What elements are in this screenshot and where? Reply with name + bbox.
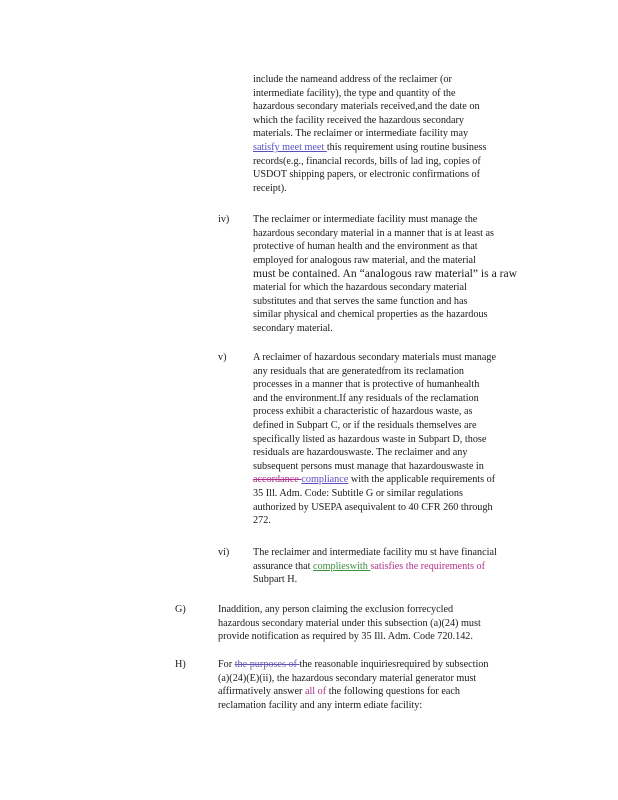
inserted-text: complieswith: [312, 560, 371, 572]
text-line: provide notification as required by 35 Ill. Adm. Code 720.142.: [218, 631, 473, 643]
text-line: employed for analogous raw material, and the material: [253, 254, 476, 266]
text-line: authorized by USEPA asequivalent to 40 CFR 260 through: [253, 501, 493, 513]
text-line: hazardous secondary materials received,and the date on: [253, 101, 480, 113]
text-line: which the facility received the hazardous secondary: [253, 114, 465, 126]
text-fragment: For: [218, 659, 235, 670]
text-line: material for which the hazardous secondary material: [253, 281, 467, 293]
deleted-text: accordance: [253, 474, 302, 486]
item-number-vi: vi): [218, 547, 230, 558]
inserted-text: all of: [304, 686, 327, 698]
text-line: [253, 473, 538, 487]
text-line: intermediate facility), the type and quantity of the: [253, 87, 456, 99]
item-number-h: H): [175, 659, 186, 670]
text-line: USDOT shipping papers, or electronic confirmations of: [253, 169, 480, 181]
item-h-paragraph: [218, 658, 532, 712]
inserted-text: satisfies the requirements of: [370, 560, 485, 572]
inserted-text: compliance: [301, 474, 349, 486]
text-line: 35 Ill. Adm. Code: Subtitle G or similar regulations: [253, 487, 463, 499]
text-line: The reclaimer or intermediate facility must manage the: [253, 214, 478, 225]
text-line: specifically listed as hazardous waste in Subpart D, those: [253, 433, 487, 445]
text-line: any residuals that are generatedfrom its reclamation: [253, 365, 465, 377]
text-line: materials. The reclaimer or intermediate facility may: [253, 128, 469, 140]
text-line: 272.: [253, 515, 271, 527]
text-line: and the environment.If any residuals of the reclamation: [253, 392, 479, 404]
text-fragment: the reasonable inquiriesrequired by subsection: [299, 659, 489, 670]
text-line: defined in Subpart C, or if the residuals themselves are: [253, 419, 477, 431]
text-fragment: affirmatively answer: [218, 686, 305, 698]
text-line: include the nameand address of the reclaimer (or: [253, 74, 452, 85]
item-v-paragraph: [253, 351, 538, 528]
text-line: substitutes and that serves the same function and has: [253, 295, 468, 307]
text-line: The reclaimer and intermediate facility mu st have financial: [253, 547, 497, 558]
text-line: subsequent persons must manage that hazardouswaste in: [253, 460, 484, 472]
text-fragment: the following questions for each: [326, 686, 460, 698]
text-line: [253, 560, 538, 574]
text-line: (a)(24)(E)(ii), the hazardous secondary material generator must: [218, 672, 477, 684]
item-iv-paragraph: [253, 213, 538, 335]
text-line: [218, 685, 532, 699]
text-line: reclamation facility and any interm ediate facility:: [218, 699, 423, 711]
text-line: processes in a manner that is protective of humanhealth: [253, 379, 480, 391]
text-fragment: with the applicable requirements of: [348, 474, 496, 486]
item-g-paragraph: [218, 603, 532, 644]
inserted-text: satisfy meet meet: [253, 141, 327, 153]
text-line: receipt).: [253, 182, 287, 194]
text-line: similar physical and chemical properties as the hazardous: [253, 309, 488, 321]
deleted-text: the purposes of: [234, 659, 300, 670]
text-fragment: this requirement using routine business: [326, 141, 487, 153]
text-line: A reclaimer of hazardous secondary materials must manage: [253, 352, 496, 363]
text-line: residuals are hazardouswaste. The reclaimer and any: [253, 447, 468, 459]
text-line: [253, 141, 535, 155]
text-line: hazardous secondary material in a manner that is at least as: [253, 227, 495, 239]
continuation-paragraph: [253, 73, 535, 195]
text-line: records(e.g., financial records, bills of lad ing, copies of: [253, 155, 481, 167]
item-vi-paragraph: [253, 546, 538, 587]
text-line: Inaddition, any person claiming the exclusion forrecycled: [218, 604, 454, 615]
item-number-g: G): [175, 604, 186, 615]
text-line: must be contained. An “analogous raw material” is a raw: [253, 267, 517, 281]
item-number-v: v): [218, 352, 227, 363]
text-line: secondary material.: [253, 322, 333, 334]
text-line: process exhibit a characteristic of hazardous waste, as: [253, 406, 473, 418]
text-fragment: assurance that: [253, 560, 313, 572]
text-line: [218, 658, 532, 672]
item-number-iv: iv): [218, 214, 230, 225]
text-line: hazardous secondary material under this subsection (a)(24) must: [218, 617, 481, 629]
text-line: Subpart H.: [253, 574, 298, 586]
text-line: protective of human health and the environment as that: [253, 241, 478, 253]
